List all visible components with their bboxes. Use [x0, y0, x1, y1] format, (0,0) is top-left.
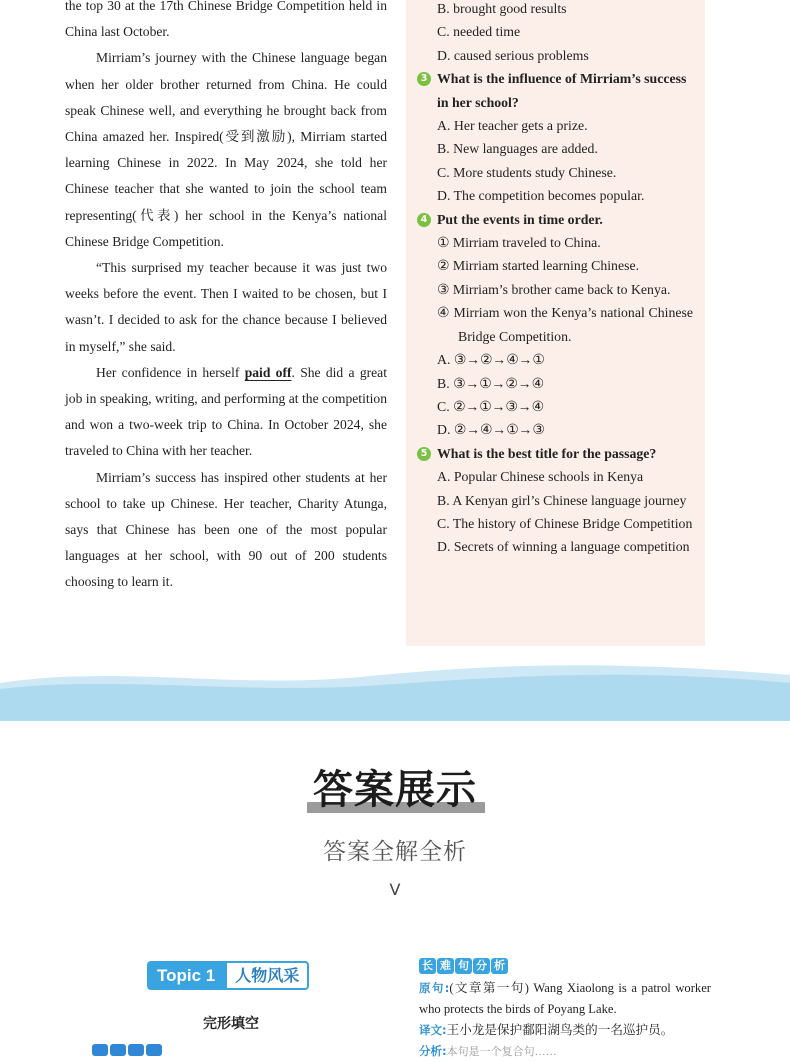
topic-name: 人物风采 — [225, 961, 309, 990]
analysis-tag-char: 析 — [491, 958, 508, 974]
passage-text: Her confidence in herself — [96, 364, 245, 380]
q3-option-b: B. New languages are added. — [437, 141, 598, 157]
q2-option-b: B. brought good results — [437, 1, 567, 16]
q4-option-a: A. ③→②→④→① — [437, 352, 545, 368]
q4-option-b: B. ③→①→②→④ — [437, 375, 544, 391]
q3-option-c: C. More students study Chinese. — [437, 164, 617, 180]
q3-option-a: A. Her teacher gets a prize. — [437, 118, 588, 134]
tab-marker — [92, 1044, 108, 1056]
topic-number: Topic 1 — [147, 961, 225, 990]
q5-option-d: D. Secrets of winning a language competition — [437, 539, 690, 555]
question-text: What is the influence of Mirriam’s success in her school? — [437, 71, 687, 110]
passage-text: . She did a great job in speaking, writing, and performing at the competition and won a two-week trip to China. In October 2024, she traveled to China with her teacher. — [65, 364, 387, 459]
translation-label: 译文: — [419, 1023, 447, 1037]
chevron-down-icon: V — [389, 880, 401, 899]
q4-event-4: ④ Mirriam won the Kenya’s national Chinese Bridge Competition. — [437, 305, 693, 344]
question-4 — [418, 208, 693, 231]
passage-paragraph-3 — [65, 360, 387, 465]
q5-option-c: C. The history of Chinese Bridge Competition — [437, 515, 693, 531]
reading-passage — [65, 0, 387, 596]
topic-badge — [147, 961, 309, 990]
tab-marker — [146, 1044, 162, 1056]
analysis-tag — [419, 958, 711, 974]
q5-option-a: A. Popular Chinese schools in Kenya — [437, 469, 644, 485]
question-text: What is the best title for the passage? — [437, 445, 657, 461]
passage-paragraph-1: Mirriam’s journey with the Chinese language began when her older brother returned from China. He could speak Chinese well, and everything he brought back from China amazed her. Inspired(受到激励), Mirriam started learning Chinese in 2022. In May 2024, she told her Chinese teacher that she wanted to join the school team representing(代表) her school in the Kenya’s national Chinese Bridge Competition. — [65, 50, 387, 249]
passage-paragraph-4: Mirriam’s success has inspired other students at her school to take up Chinese. Her teacher, Charity Atunga, says that Chinese has been one of the most popular languages at her school, with 90 out of 200 students choosing to learn it. — [65, 469, 387, 590]
page-title: 答案展示 — [313, 767, 477, 813]
q2-option-d: D. caused serious problems — [437, 47, 589, 63]
original-label: 原句: — [419, 981, 450, 995]
analysis-text: 本句是一个复合句…… — [446, 1046, 557, 1058]
question-text: Put the events in time order. — [437, 211, 603, 227]
tab-marker — [128, 1044, 144, 1056]
question-number-badge: 4 — [417, 213, 431, 227]
answer-tabs — [92, 1044, 162, 1056]
original-text: (文章第一句) Wang Xiaolong is a patrol worker who protects the birds of Poyang Lake. — [419, 981, 711, 1016]
analysis-sentence — [419, 1041, 711, 1063]
question-3 — [418, 67, 693, 114]
translation-sentence — [419, 1020, 711, 1041]
sentence-analysis — [419, 958, 711, 1063]
q2-option-c: C. needed time — [437, 24, 521, 40]
cloze-heading: 完形填空 — [203, 1016, 259, 1032]
wave-divider — [0, 655, 790, 721]
q4-event-2: ② Mirriam started learning Chinese. — [437, 258, 640, 274]
question-number-badge: 5 — [417, 447, 431, 461]
analysis-tag-char: 难 — [437, 958, 454, 974]
passage-paragraph-2: “This surprised my teacher because it was just two weeks before the event. Then I waited to be chosen, but I wasn’t. I decided to ask for the chance because I believed in myself,” she said. — [65, 260, 387, 354]
analysis-tag-char: 句 — [455, 958, 472, 974]
passage-paragraph-0: the top 30 at the 17th Chinese Bridge Competition held in China last October. — [65, 0, 387, 40]
q4-event-3: ③ Mirriam’s brother came back to Kenya. — [437, 281, 671, 297]
q4-event-1: ① Mirriam traveled to China. — [437, 235, 601, 251]
analysis-label: 分析: — [419, 1044, 447, 1058]
question-number-badge: 3 — [417, 72, 431, 86]
translation-text: 王小龙是保护鄱阳湖鸟类的一名巡护员。 — [446, 1023, 674, 1037]
tab-marker — [110, 1044, 126, 1056]
underlined-phrase: paid off — [244, 364, 292, 380]
section-heading — [0, 765, 790, 815]
original-sentence — [419, 978, 711, 1020]
page-subtitle: 答案全解全析 — [323, 839, 467, 865]
questions-panel — [406, 0, 705, 646]
question-5 — [418, 442, 693, 465]
q5-option-b: B. A Kenyan girl’s Chinese language journey — [437, 492, 687, 508]
analysis-tag-char: 长 — [419, 958, 436, 974]
q4-option-d: D. ②→④→①→③ — [437, 422, 545, 438]
analysis-tag-char: 分 — [473, 958, 490, 974]
q4-option-c: C. ②→①→③→④ — [437, 398, 544, 414]
q3-option-d: D. The competition becomes popular. — [437, 188, 645, 204]
